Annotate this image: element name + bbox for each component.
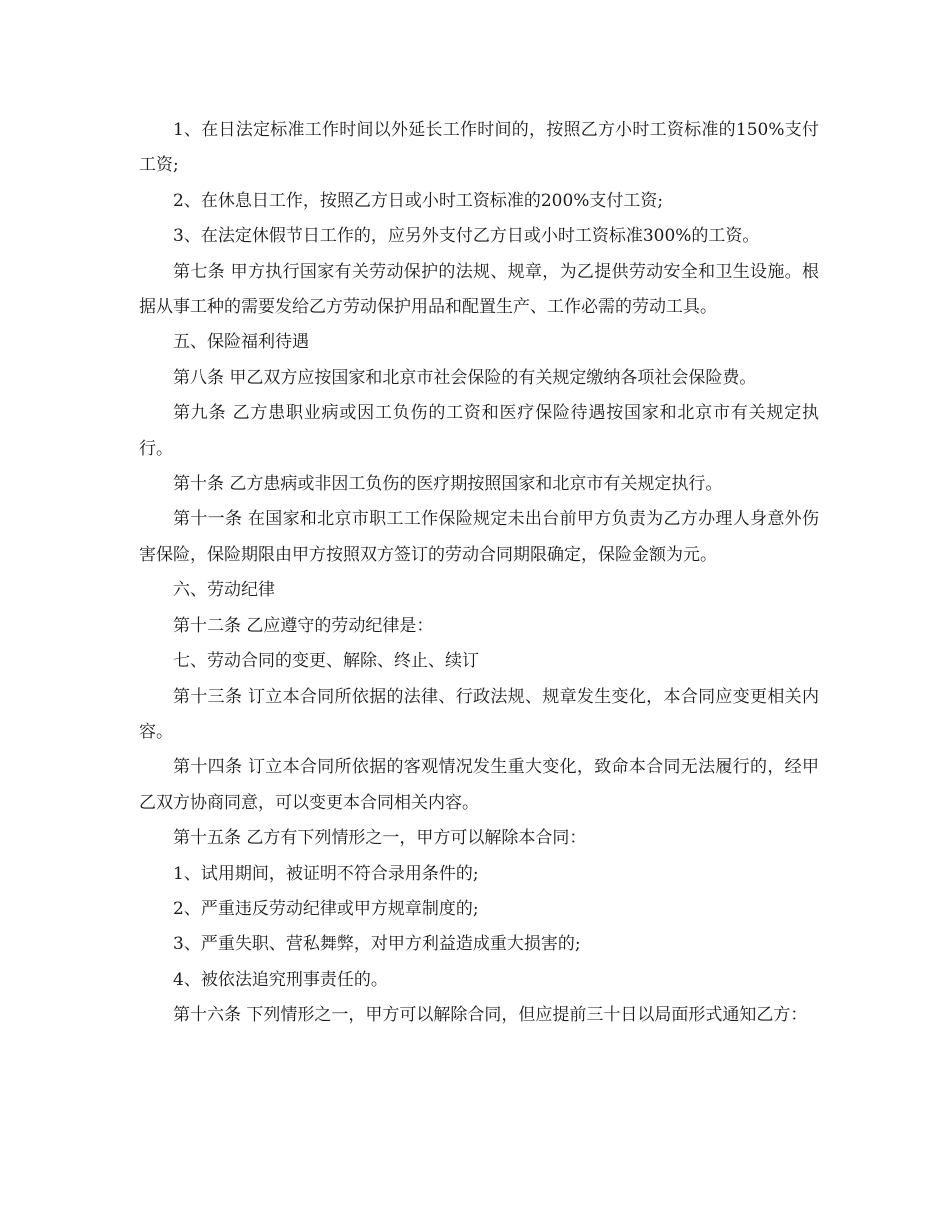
paragraph-article-16: 第十六条 下列情形之一，甲方可以解除合同，但应提前三十日以局面形式通知乙方：: [173, 1005, 808, 1026]
paragraph-article-7: 第七条 甲方执行国家有关劳动保护的法规、规章，为乙提供劳动安全和卫生设施。根据从事工种的需要发给乙方劳动保护用品和配置生产、工作必需的劳动工具。: [139, 261, 819, 318]
paragraph-article-11: 第十一条 在国家和北京市职工工作保险规定未出台前甲方负责为乙方办理人身意外伤害保险，保险期限由甲方按照双方签订的劳动合同期限确定，保险金额为元。: [139, 509, 819, 565]
list-item-criminal-liability: 4、被依法追究刑事责任的。: [173, 969, 388, 990]
paragraph-article-10: 第十条 乙方患病或非因工负伤的医疗期按照国家和北京市有关规定执行。: [173, 474, 723, 495]
paragraph-article-13: 第十三条 订立本合同所依据的法律、行政法规、规章发生变化，本合同应变更相关内容。: [139, 686, 819, 742]
paragraph-overtime-holiday: 3、在法定休假节日工作的，应另外支付乙方日或小时工资标准300%的工资。: [173, 226, 760, 247]
paragraph-overtime-weekday: 1、在日法定标准工作时间以外延长工作时间的，按照乙方小时工资标准的150%支付工资;: [139, 120, 819, 176]
paragraph-article-12: 第十二条 乙应遵守的劳动纪律是：: [173, 615, 434, 636]
document-body: [139, 113, 819, 1034]
paragraph-article-9: 第九条 乙方患职业病或因工负伤的工资和医疗保险待遇按国家和北京市有关规定执行。: [139, 403, 819, 459]
list-item-probation: 1、试用期间，被证明不符合录用条件的;: [173, 863, 479, 884]
paragraph-article-15: 第十五条 乙方有下列情形之一，甲方可以解除本合同：: [173, 828, 587, 849]
list-item-discipline-violation: 2、严重违反劳动纪律或甲方规章制度的;: [173, 898, 479, 919]
paragraph-article-14: 第十四条 订立本合同所依据的客观情况发生重大变化，致命本合同无法履行的，经甲乙双方协商同意，可以变更本合同相关内容。: [139, 757, 819, 813]
section-heading-contract-changes: 七、劳动合同的变更、解除、终止、续订: [173, 651, 479, 672]
paragraph-overtime-restday: 2、在休息日工作，按照乙方日或小时工资标准的200%支付工资;: [173, 190, 664, 211]
section-heading-discipline: 六、劳动纪律: [173, 580, 275, 601]
section-heading-insurance: 五、保险福利待遇: [173, 332, 309, 353]
list-item-dereliction: 3、严重失职、营私舞弊，对甲方利益造成重大损害的;: [173, 934, 581, 955]
paragraph-article-8: 第八条 甲乙双方应按国家和北京市社会保险的有关规定缴纳各项社会保险费。: [173, 367, 757, 388]
